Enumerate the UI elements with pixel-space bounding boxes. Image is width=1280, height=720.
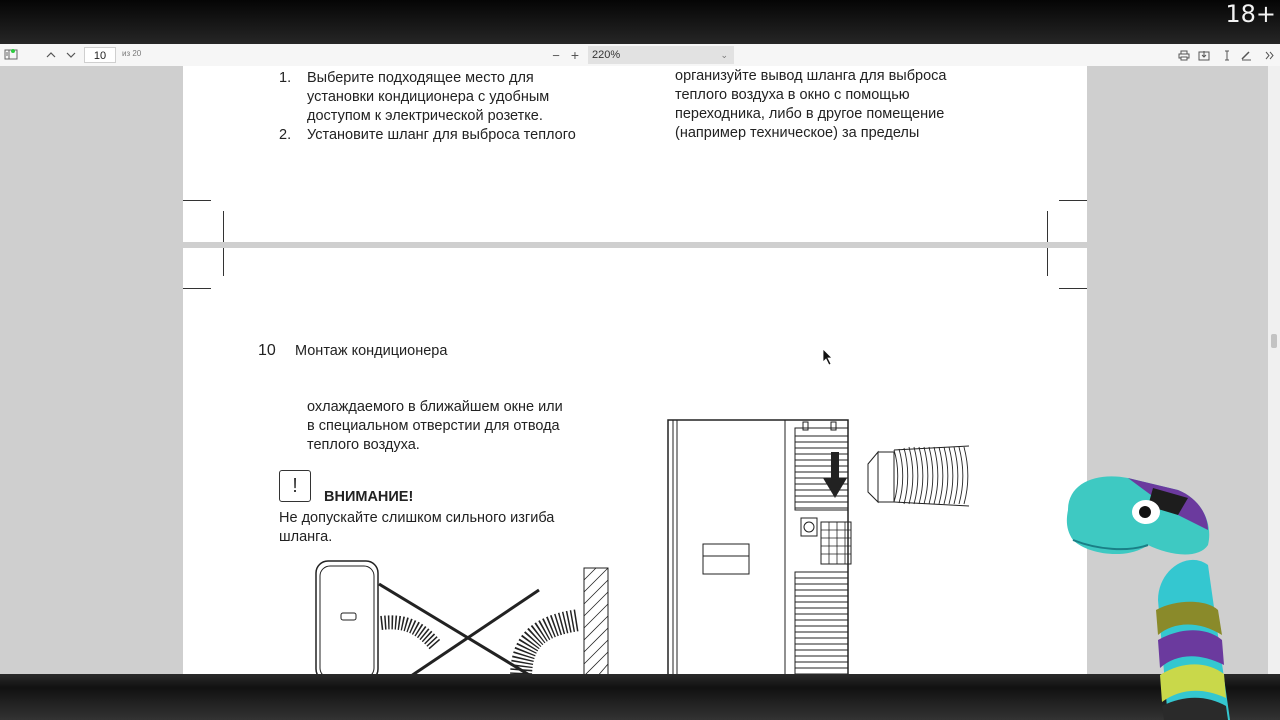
column-2-line: (например техническое) за пределы xyxy=(675,125,920,141)
warning-text-line: шланга. xyxy=(279,529,333,545)
crop-mark xyxy=(223,248,224,276)
list-item-1-line: Выберите подходящее место для xyxy=(307,70,534,86)
pdf-toolbar xyxy=(0,44,1280,67)
body-text-line: теплого воздуха. xyxy=(307,437,420,453)
crop-mark xyxy=(223,211,224,242)
zoom-out-button[interactable]: − xyxy=(552,47,560,63)
list-item-1-line: доступом к электрической розетке. xyxy=(307,108,543,124)
text-select-icon[interactable] xyxy=(1219,44,1235,66)
list-item-2-line: Установите шланг для выброса теплого xyxy=(307,127,576,143)
hose-bend-illustration xyxy=(311,558,611,674)
column-2-line: переходника, либо в другое помещение xyxy=(675,106,945,122)
body-text-line: охлаждаемого в ближайшем окне или xyxy=(307,399,563,415)
page-total-label: из 20 xyxy=(122,49,142,58)
list-item-2-number: 2. xyxy=(279,127,292,143)
sidebar-toggle-icon[interactable] xyxy=(2,44,20,66)
crop-mark xyxy=(1047,248,1048,276)
zoom-value: 220% xyxy=(592,49,621,61)
crop-mark xyxy=(183,200,211,201)
zoom-in-button[interactable]: + xyxy=(570,47,580,63)
age-rating-badge: 18+ xyxy=(1225,0,1276,28)
scrollbar-thumb[interactable] xyxy=(1271,334,1277,348)
vertical-scrollbar[interactable] xyxy=(1268,66,1280,674)
draw-icon[interactable] xyxy=(1238,44,1254,66)
print-icon[interactable] xyxy=(1176,44,1192,66)
crop-mark xyxy=(183,288,211,289)
crop-mark xyxy=(1059,200,1087,201)
column-2-line: организуйте вывод шланга для выброса xyxy=(675,68,947,84)
page-number-input[interactable]: 10 xyxy=(84,47,116,63)
crop-mark xyxy=(1047,211,1048,242)
crop-mark xyxy=(1059,288,1087,289)
list-item-1-number: 1. xyxy=(279,70,292,86)
list-item-1-line: установки кондиционера с удобным xyxy=(307,89,550,105)
pdf-page-top xyxy=(183,66,1087,242)
warning-title: ВНИМАНИЕ! xyxy=(324,489,414,505)
sock-puppet-overlay xyxy=(1058,470,1240,720)
previous-page-icon[interactable] xyxy=(42,44,60,66)
zoom-select[interactable] xyxy=(588,46,734,64)
warning-icon: ! xyxy=(279,470,311,502)
warning-text-line: Не допускайте слишком сильного изгиба xyxy=(279,510,555,526)
pdf-page-10 xyxy=(183,248,1087,674)
zoom-dropdown-icon: ⌄ xyxy=(720,50,728,60)
next-page-icon[interactable] xyxy=(62,44,80,66)
page-number: 10 xyxy=(258,342,276,359)
mouse-cursor-icon xyxy=(822,348,834,366)
video-top-bar xyxy=(0,0,1280,44)
body-text-line: в специальном отверстии для отвода xyxy=(307,418,560,434)
save-icon[interactable] xyxy=(1196,44,1212,66)
column-2-line: теплого воздуха в окно с помощью xyxy=(675,87,910,103)
section-title: Монтаж кондиционера xyxy=(295,343,448,359)
hose-connection-illustration xyxy=(663,416,993,674)
more-tools-icon[interactable] xyxy=(1262,44,1278,66)
